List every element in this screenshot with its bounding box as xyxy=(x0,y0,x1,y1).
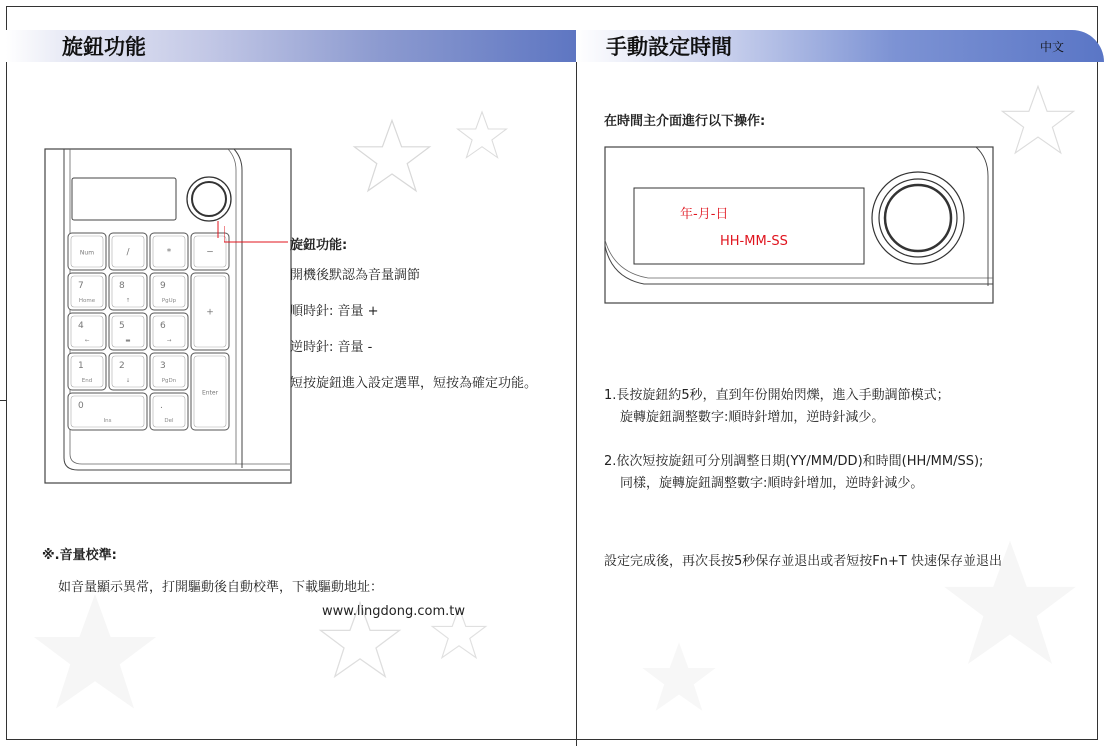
keypad-key xyxy=(68,273,106,310)
keypad-key-label: / xyxy=(126,247,130,258)
keypad-key xyxy=(191,273,229,350)
star-filled-icon xyxy=(640,640,718,714)
callout-line xyxy=(224,226,294,250)
keypad-key-sublabel: Home xyxy=(78,298,96,304)
keypad-key-label: 1 xyxy=(78,361,84,371)
column-divider xyxy=(576,62,577,746)
keypad-key xyxy=(68,353,106,390)
keypad-key-label: 9 xyxy=(160,281,166,291)
star-outline-icon xyxy=(352,118,432,194)
keypad-key-label: + xyxy=(206,307,214,318)
keypad-key xyxy=(109,353,147,390)
keypad-key xyxy=(191,353,229,430)
calibration-text: 如音量顯示異常，打開驅動後自動校準，下載驅動地址： xyxy=(58,580,384,595)
star-outline-icon xyxy=(1000,84,1076,156)
step-2-line-2: 同樣，旋轉旋鈕調整數字:順時針增加，逆時針減少。 xyxy=(620,476,924,491)
keypad-key xyxy=(150,233,188,270)
keypad-key-label: . xyxy=(160,401,163,411)
language-label: 中文 xyxy=(1039,40,1064,54)
calibration-title: ※.音量校準: xyxy=(42,548,117,563)
keypad-illustration xyxy=(44,148,294,486)
knob-line-clockwise: 順時針: 音量 + xyxy=(290,304,379,319)
keypad-key-label: 7 xyxy=(78,281,84,291)
knob-line-press: 短按旋鈕進入設定選單，短按為確定功能。 xyxy=(290,376,538,391)
keypad-key-sublabel: → xyxy=(166,338,172,344)
keypad-key-label: 0 xyxy=(78,401,84,411)
margin-tick xyxy=(0,400,6,401)
keypad-key-label: Num xyxy=(79,249,95,257)
intro-text: 在時間主介面進行以下操作: xyxy=(604,114,766,129)
keypad-key xyxy=(68,393,147,430)
left-header-title: 旋鈕功能 xyxy=(62,35,146,59)
keypad-key-sublabel: PgUp xyxy=(161,298,177,304)
keypad-key-sublabel: PgDn xyxy=(161,378,177,384)
step-1-line-2: 旋轉旋鈕調整數字:順時針增加，逆時針減少。 xyxy=(620,410,885,425)
keypad-key-label: * xyxy=(166,247,172,258)
keypad-key xyxy=(68,313,106,350)
knob-line-default: 開機後默認為音量調節 xyxy=(290,268,421,283)
keypad-key-sublabel: ↑ xyxy=(125,298,131,304)
keypad-key-label: 6 xyxy=(160,321,166,331)
keypad-key-label: 5 xyxy=(119,321,125,331)
footer-text: 設定完成後，再次長按5秒保存並退出或者短按Fn+T 快速保存並退出 xyxy=(604,554,1002,569)
keypad-key xyxy=(150,273,188,310)
step-1-line-1: 1.長按旋鈕約5秒，直到年份開始閃爍，進入手動調節模式； xyxy=(604,388,950,403)
keypad-key-sublabel: ↓ xyxy=(125,378,131,384)
right-header-bar xyxy=(576,30,1104,62)
keypad-key xyxy=(109,313,147,350)
keypad-key-sublabel: ▬ xyxy=(125,338,131,344)
keypad-key-label: 4 xyxy=(78,321,84,331)
keypad-key xyxy=(68,233,106,270)
keypad-key-sublabel: Ins xyxy=(103,418,112,424)
clock-display-illustration xyxy=(604,146,996,306)
keypad-key-sublabel: End xyxy=(81,378,93,384)
keypad-key xyxy=(150,353,188,390)
star-filled-icon xyxy=(30,590,160,714)
knob-section-title: 旋鈕功能: xyxy=(290,238,348,253)
keypad-key-label: 3 xyxy=(160,361,166,371)
display-date-text: 年-月-日 xyxy=(680,207,729,222)
right-header-title: 手動設定時間 xyxy=(606,35,732,59)
knob-line-counterclockwise: 逆時針: 音量 - xyxy=(290,340,373,355)
keypad-key-label: 2 xyxy=(119,361,125,371)
keypad-key xyxy=(150,313,188,350)
display-time-text: HH-MM-SS xyxy=(720,234,788,249)
keypad-key-label: Enter xyxy=(201,389,219,397)
keypad-key-sublabel: ← xyxy=(84,338,90,344)
star-outline-icon xyxy=(456,110,508,160)
keypad-key-sublabel: Del xyxy=(164,418,174,424)
keypad-key-label: 8 xyxy=(119,281,125,291)
driver-url[interactable]: www.lingdong.com.tw xyxy=(322,604,466,619)
keypad-key xyxy=(109,233,147,270)
keypad-key-label: − xyxy=(206,247,214,258)
keypad-key xyxy=(150,393,188,430)
step-2-line-1: 2.依次短按旋鈕可分別調整日期(YY/MM/DD)和時間(HH/MM/SS); xyxy=(604,454,984,469)
keypad-key xyxy=(109,273,147,310)
left-header-bar xyxy=(6,30,576,62)
